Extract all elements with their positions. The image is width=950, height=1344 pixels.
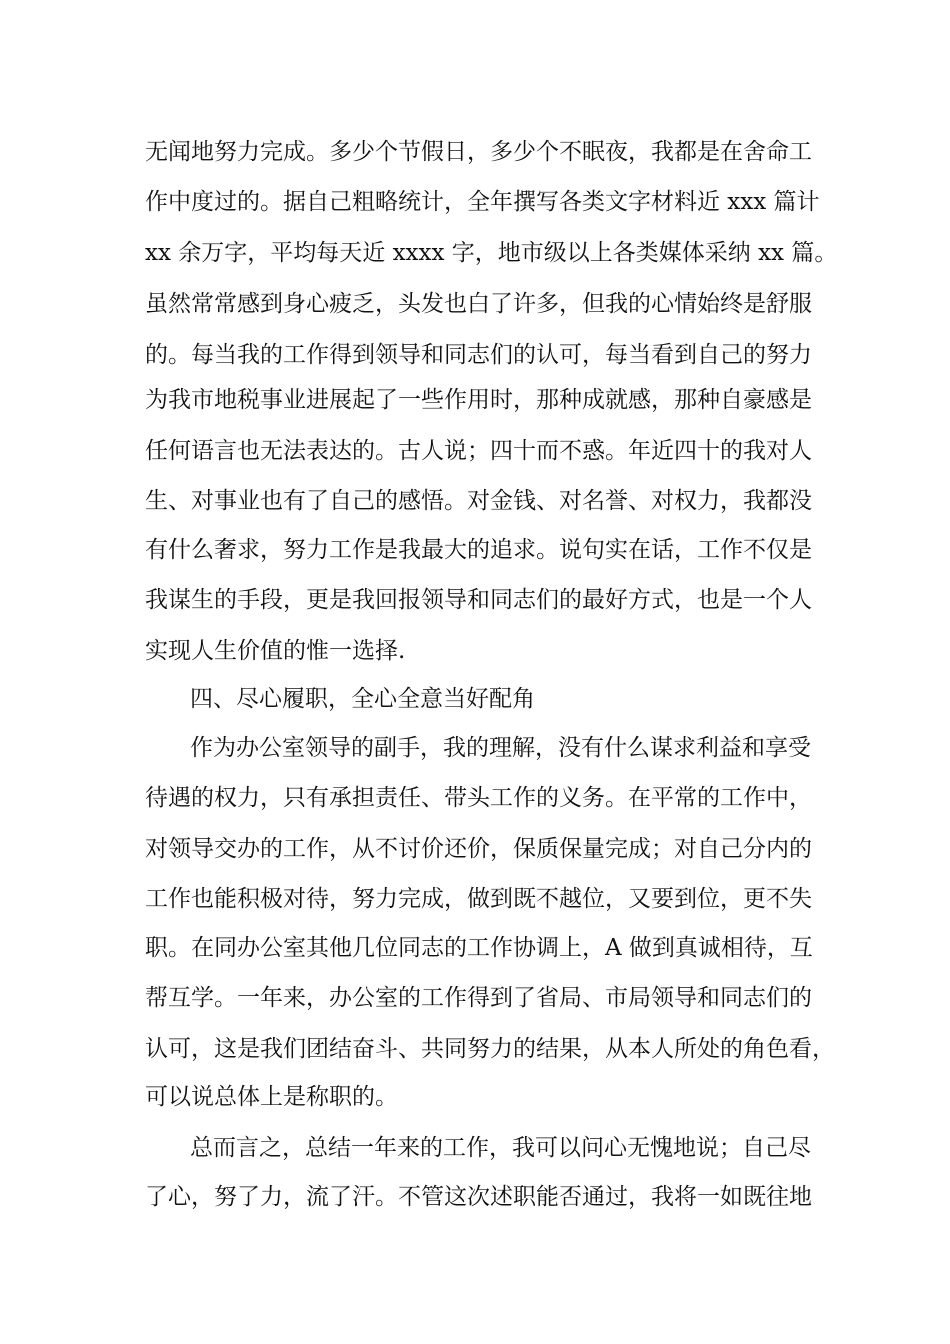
text-line: 了心，努了力，流了汗。不管这次述职能否通过，我将一如既往地 <box>145 1184 812 1210</box>
text-line: 的。每当我的工作得到领导和同志们的认可，每当看到自己的努力 <box>145 342 812 368</box>
text-line: xx 余万字，平均每天近 xxxx 字，地市级以上各类媒体采纳 xx 篇。 <box>145 240 838 266</box>
text-line: 待遇的权力，只有承担责任、带头工作的义务。在平常的工作中， <box>145 785 812 811</box>
paragraph-first-line: 作为办公室领导的副手，我的理解，没有什么谋求利益和享受 <box>190 735 811 761</box>
text-line: 工作也能积极对待，努力完成，做到既不越位，又要到位，更不失 <box>145 886 812 912</box>
paragraph-first-line: 总而言之，总结一年来的工作，我可以问心无愧地说；自己尽 <box>190 1135 811 1161</box>
text-line: 对领导交办的工作，从不讨价还价，保质保量完成；对自己分内的 <box>145 836 812 862</box>
section-heading: 四、尽心履职，全心全意当好配角 <box>190 686 535 712</box>
text-line: 为我市地税事业进展起了一些作用时，那种成就感，那种自豪感是 <box>145 387 812 413</box>
text-line: 职。在同办公室其他几位同志的工作协调上，A 做到真诚相待，互 <box>145 935 813 961</box>
text-line: 生、对事业也有了自己的感悟。对金钱、对名誉、对权力，我都没 <box>145 488 812 514</box>
text-line: 可以说总体上是称职的。 <box>145 1084 398 1110</box>
text-line: 有什么奢求，努力工作是我最大的追求。说句实在话，工作不仅是 <box>145 537 812 563</box>
text-line: 作中度过的。据自己粗略统计，全年撰写各类文字材料近 xxx 篇计 <box>145 189 820 215</box>
text-line: 帮互学。一年来，办公室的工作得到了省局、市局领导和同志们的 <box>145 985 812 1011</box>
text-line: 实现人生价值的惟一选择. <box>145 638 406 664</box>
text-line: 虽然常常感到身心疲乏，头发也白了许多，但我的心情始终是舒服 <box>145 291 812 317</box>
text-line: 无闻地努力完成。多少个节假日，多少个不眠夜，我都是在舍命工 <box>145 139 812 165</box>
text-line: 认可，这是我们团结奋斗、共同努力的结果，从本人所处的角色看， <box>145 1036 835 1062</box>
text-line: 我谋生的手段，更是我回报领导和同志们的最好方式，也是一个人 <box>145 587 812 613</box>
text-line: 任何语言也无法表达的。古人说；四十而不惑。年近四十的我对人 <box>145 438 812 464</box>
